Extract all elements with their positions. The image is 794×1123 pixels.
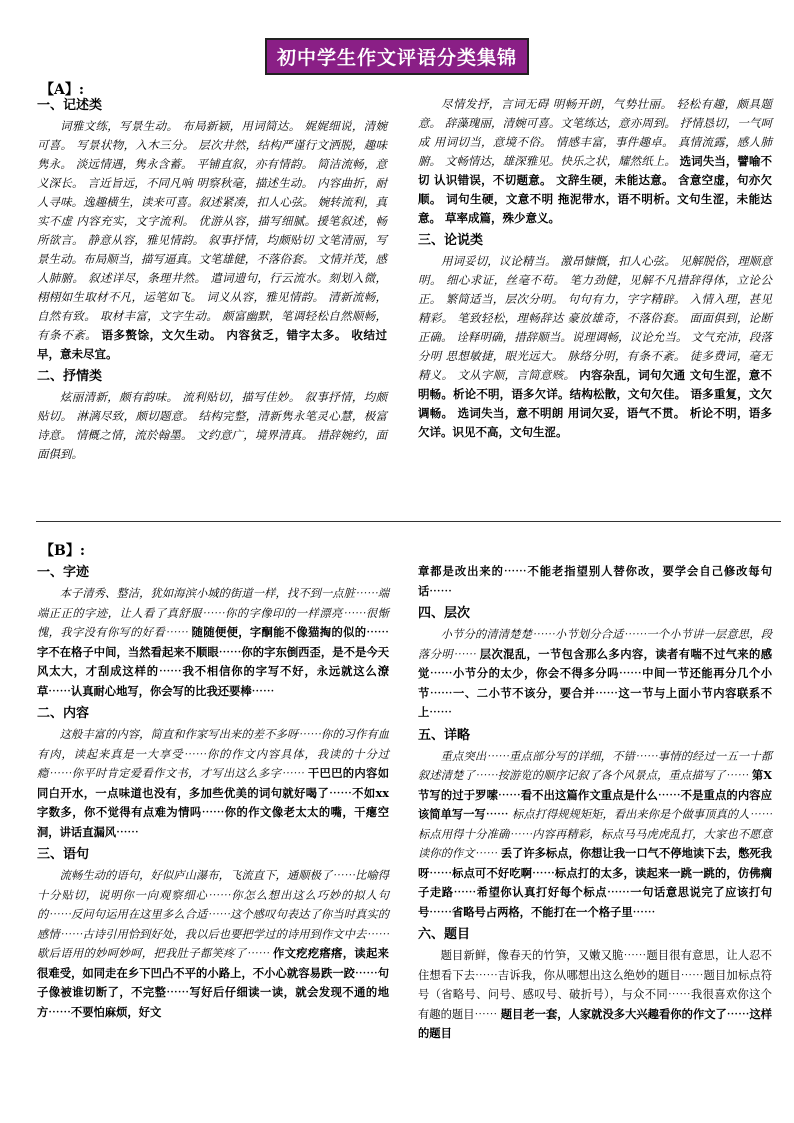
lyric-comments-continued: 尽情发抒，言词无碍 明畅开朗，气势壮丽。 轻松有趣，颇具题意。 辞藻瑰丽，清婉可喜。文笔练达，意亦周到。 抒情恳切，一气呵成 用词切当，意境不俗。 情感丰富，事件趣卓。 真情流露，感人肺腑。 文畅情达，雄深雅见。快乐之状，耀然纸上。: [418, 97, 772, 168]
sentence-comments-negative: 作文疙疙瘩瘩，读起来很难受，如同走在乡下凹凸不平的小路上，不小心就容易跌一跤⋯⋯句子像被谁切断了，不完整⋯⋯写好后仔细读一读，就会发现不通的地方⋯⋯不要怕麻烦，好文: [37, 946, 389, 1019]
sentence-comments: 流畅生动的语句，好似庐山瀑布，飞流直下，通顺极了⋯⋯比喻得十分贴切，说明你一向观察细心⋯⋯你怎么想出这么巧妙的拟人句的⋯⋯反问句运用在这里多么合适⋯⋯这个感叹句表达了你当时真实的感情⋯⋯古诗引用恰到好处，我以后也要把学过的诗用到作文中去⋯⋯歇后语用的妙呵妙呵，把我肚子都笑疼了⋯⋯: [37, 869, 389, 960]
heading-structure: 四、层次: [418, 606, 471, 621]
narrative-comments-negative: 语多赘馀，文欠生动。 内容贫乏，错字太多。 收结过早，意未尽宜。: [37, 328, 388, 361]
punctuation-comments-negative: 丢了许多标点，你想让我一口气不停地读下去，憋死我呀⋯⋯标点可不好吃啊⋯⋯标点打的太多，读起来一跳一跳的，仿佛瘸子走路⋯⋯希望你认真打好每个标点⋯⋯一句话意思说完了应该打句号⋯⋯省略号占两格，不能打在一个格子里⋯⋯: [418, 846, 772, 919]
detail-comments-negative: 第X节写的过于罗嗦⋯⋯看不出这篇作文重点是什么⋯⋯不是重点的内容应该简单写一写⋯⋯: [418, 768, 773, 821]
section-b-right-column: [418, 562, 772, 1044]
heading-lyric: 二、抒情类: [37, 369, 103, 384]
argumentative-comments: 用词妥切，议论精当。 激昂慷慨，扣人心弦。 见解脱俗，理顺意明。 细心求证，丝毫不苟。 笔力劲健，见解不凡措辞得体，立论公正。 繁简适当，层次分明。 句句有力，字字精辟。 入情入理，甚见精彩。 笔致轻松，理畅辞达 豪放雄奇，不落俗套。 面面俱到，论断正确。 诠释明确，措辞顺当。说理调畅，议论允当。 文气充沛，段落分明 思想敏捷，眼光远大。 脉络分明，有条不紊。 徒多费词，毫无精义。 文从字顺，言简意赅。: [418, 254, 772, 382]
heading-sentences: 三、语句: [37, 847, 90, 862]
narrative-comments: 词雅文练，写景生动。 布局新颖，用词简达。 娓娓细说，清婉可喜。 写景状物，入木三分。 层次井然，结构严谨行文洒脱，趣味隽永。 淡远情遇，隽永含蓄。 平铺直叙，亦有情韵。 简洁流畅，意义深长。 言近旨远，不同凡响 明察秋毫，描述生动。 内容曲折，耐人寻味。逸趣横生，读来可喜。叙述紧凑，扣人心弦。 婉转流利，真实不虚 内容充实，文字流利。 优游从容，描写细腻。援笔叙述，畅所欲言。 静意从容，雅见情韵。 叙事抒情，均颇贴切 文笔清丽，写景生动。布局顺当，描写逼真。文笔雄健，不落俗套。 文情并茂，感人肺腑。 叙述详尽，条理井然。 遣词遗句，行云流水。刻划入微，栩栩如生取材不凡，运笔如飞。 词义从容，雅见情韵。 清新流畅，自然有致。 取材丰富，文字生动。 颇富幽默，笔调轻松自然顺畅，有条不紊。: [37, 119, 387, 342]
section-a-left-column: [37, 95, 387, 464]
handwriting-comments-negative: 随随便便，字酮能不像猫掏的似的⋯⋯字不在格子中间，当然看起来不顺眼⋯⋯你的字东倒西歪，是不是今天风太大，才刮成这样的⋯⋯我不相信你的字写不好，永远就这么潦草⋯⋯认真耐心地写，你会写的比我还要棒⋯⋯: [37, 625, 389, 698]
page-title: 初中学生作文评语分类集锦: [265, 38, 529, 75]
heading-handwriting: 一、字迹: [37, 565, 90, 580]
section-divider: [36, 521, 781, 522]
content-comments-negative: 干巴巴的内容如同白开水，一点味道也没有，多加些优美的词句就好喝了⋯⋯不如xx字数多，你不觉得有点难为情吗⋯⋯你的作文像老太太的嘴，干瘪空洞，讲话直漏风⋯⋯: [37, 766, 389, 839]
structure-comments: 小节分的清清楚楚⋯⋯小节划分合适⋯⋯一个小节讲一层意思，段落分明⋯⋯: [418, 628, 772, 661]
page-title-wrap: [0, 38, 794, 75]
heading-title: 六、题目: [418, 927, 471, 942]
detail-comments: 重点突出⋯⋯重点部分写的详细，不错⋯⋯事情的经过一五一十都叙述清楚了⋯⋯按游览的顺序记叙了各个风景点，重点描写了⋯⋯: [418, 749, 772, 782]
section-a-right-column: [418, 95, 772, 442]
sentence-comments-continued: 章都是改出来的⋯⋯不能老指望别人替你改，要学会自己修改每句话⋯⋯: [418, 564, 772, 598]
structure-comments-negative: 层次混乱，一节包含那么多内容，读者有喘不过气来的感觉⋯⋯小节分的太少，你会不得多分吗⋯⋯中间一节还能再分几个小节⋯⋯一、二小节不该分，要合并⋯⋯这一节与上面小节内容联系不上⋯⋯: [418, 646, 772, 719]
lyric-comments: 炫丽清新，颇有韵味。 流利贴切，描写佳妙。 叙事抒情，均颇贴切。 淋漓尽致，颇切题意。 结构完整，清新隽永笔灵心慧，极富诗意。 情概之情，流於翰墨。 文约意广，境界清真。 措辞婉约，面面俱到。: [37, 390, 387, 461]
lyric-comments-negative: 选词失当，譬喻不切 认识错误，不切题意。 文辞生硬，未能达意。 含意空虚，句亦欠顺。 词句生硬，文意不明 拖泥带水，语不明析。文句生涩，未能达意。 草率成篇，殊少意义。: [418, 154, 773, 225]
handwriting-comments: 本子清秀、整洁，犹如海滨小城的街道一样，找不到一点脏⋯⋯端端正正的字迹，让人看了真舒服⋯⋯你的字像印的一样漂亮⋯⋯很惭愧，我字没有你写的好看⋯⋯: [37, 587, 389, 639]
content-comments: 这般丰富的内容，简直和作家写出来的差不多呀⋯⋯你的习作有血有肉，读起来真是一大享受⋯⋯你的作文内容具体，我读的十分过瘾⋯⋯你平时肯定爱看作文书，才写出这么多字⋯⋯: [37, 728, 389, 780]
argumentative-comments-negative: 内容杂乱，词句欠通 文句生涩，意不明畅。析论不明，语多欠详。结构松散，文句欠佳。 语多重复，文欠调畅。 选词失当，意不明朗 用词欠妥，语气不贯。 析论不明，语多欠详。识见不高，文句生涩。: [418, 368, 772, 439]
heading-narrative: 一、记述类: [37, 98, 103, 113]
title-comments-negative: 题目老一套，人家就没多大兴趣看你的作文了⋯⋯这样的题目: [418, 1006, 772, 1040]
heading-detail: 五、详略: [418, 727, 471, 743]
heading-argumentative: 三、论说类: [418, 233, 484, 248]
title-comments: 题目新鲜，像春天的竹笋，又嫩又脆⋯⋯题目很有意思，让人忍不住想看下去⋯⋯吉诉我，你从哪想出这么绝妙的题目⋯⋯题目加标点符号（省略号、问号、感叹号、破折号），与众不同⋯⋯我很喜欢你这个有趣的题目⋯⋯: [418, 949, 772, 1021]
section-b-left-column: [37, 562, 389, 1022]
heading-content: 二、内容: [37, 706, 90, 721]
punctuation-comments: 标点打得规规矩矩，看出来你是个做事顶真的人⋯⋯标点用得十分准确⋯⋯内容再精彩，标点马马虎虎乱打，大家也不愿意读你的作文⋯⋯: [418, 808, 772, 860]
section-a-label: 【A】:: [40, 82, 85, 98]
section-b-label: 【B】:: [40, 543, 86, 559]
